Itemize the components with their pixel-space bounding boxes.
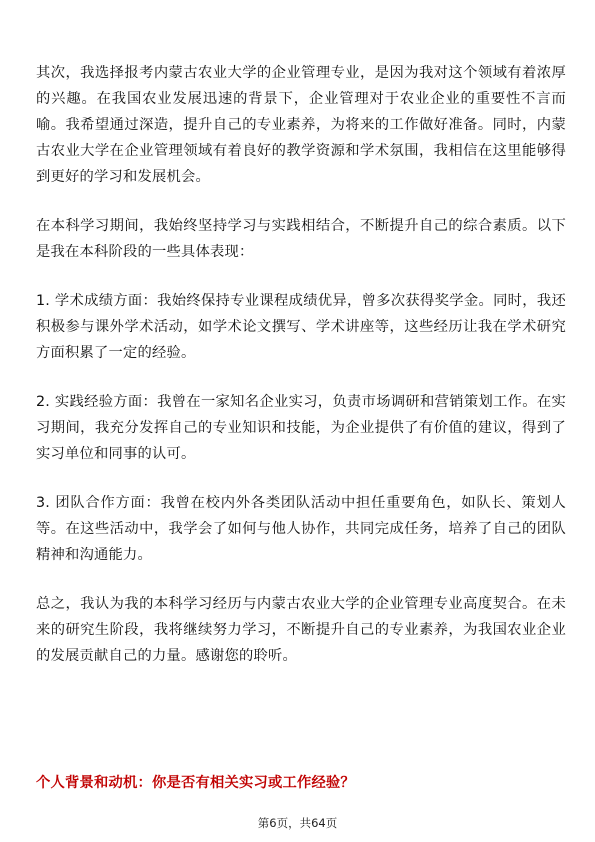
document-body: [36, 60, 566, 692]
paragraph-academic: 1. 学术成绩方面：我始终保持专业课程成绩优异，曾多次获得奖学金。同时，我还积极参与课外学术活动，如学术论文撰写、学术讲座等，这些经历让我在学术研究方面积累了一定的经验。: [36, 293, 566, 361]
paragraph-conclusion: 总之，我认为我的本科学习经历与内蒙古农业大学的企业管理专业高度契合。在未来的研究生阶段，我将继续努力学习，不断提升自己的专业素养，为我国农业企业的发展贡献自己的力量。感谢您的聆听。: [36, 596, 566, 664]
paragraph-teamwork: 3. 团队合作方面：我曾在校内外各类团队活动中担任重要角色，如队长、策划人等。在这些活动中，我学会了如何与他人协作，共同完成任务，培养了自己的团队精神和沟通能力。: [36, 495, 566, 563]
question-heading: 个人背景和动机：你是否有相关实习或工作经验？: [36, 775, 355, 791]
paragraph-practice: 2. 实践经验方面：我曾在一家知名企业实习，负责市场调研和营销策划工作。在实习期间，我充分发挥自己的专业知识和技能，为企业提供了有价值的建议，得到了实习单位和同事的认可。: [36, 394, 566, 462]
paragraph-intro-performance: 在本科学习期间，我始终坚持学习与实践相结合，不断提升自己的综合素质。以下是我在本科阶段的一些具体表现：: [36, 218, 566, 260]
paragraph-motivation: 其次，我选择报考内蒙古农业大学的企业管理专业，是因为我对这个领域有着浓厚的兴趣。在我国农业发展迅速的背景下，企业管理对于农业企业的重要性不言而喻。我希望通过深造，提升自己的专业素养，为将来的工作做好准备。同时，内蒙古农业大学在企业管理领域有着良好的教学资源和学术氛围，我相信在这里能够得到更好的学习和发展机会。: [36, 65, 566, 185]
page-number-footer: 第6页，共64页: [257, 816, 338, 830]
